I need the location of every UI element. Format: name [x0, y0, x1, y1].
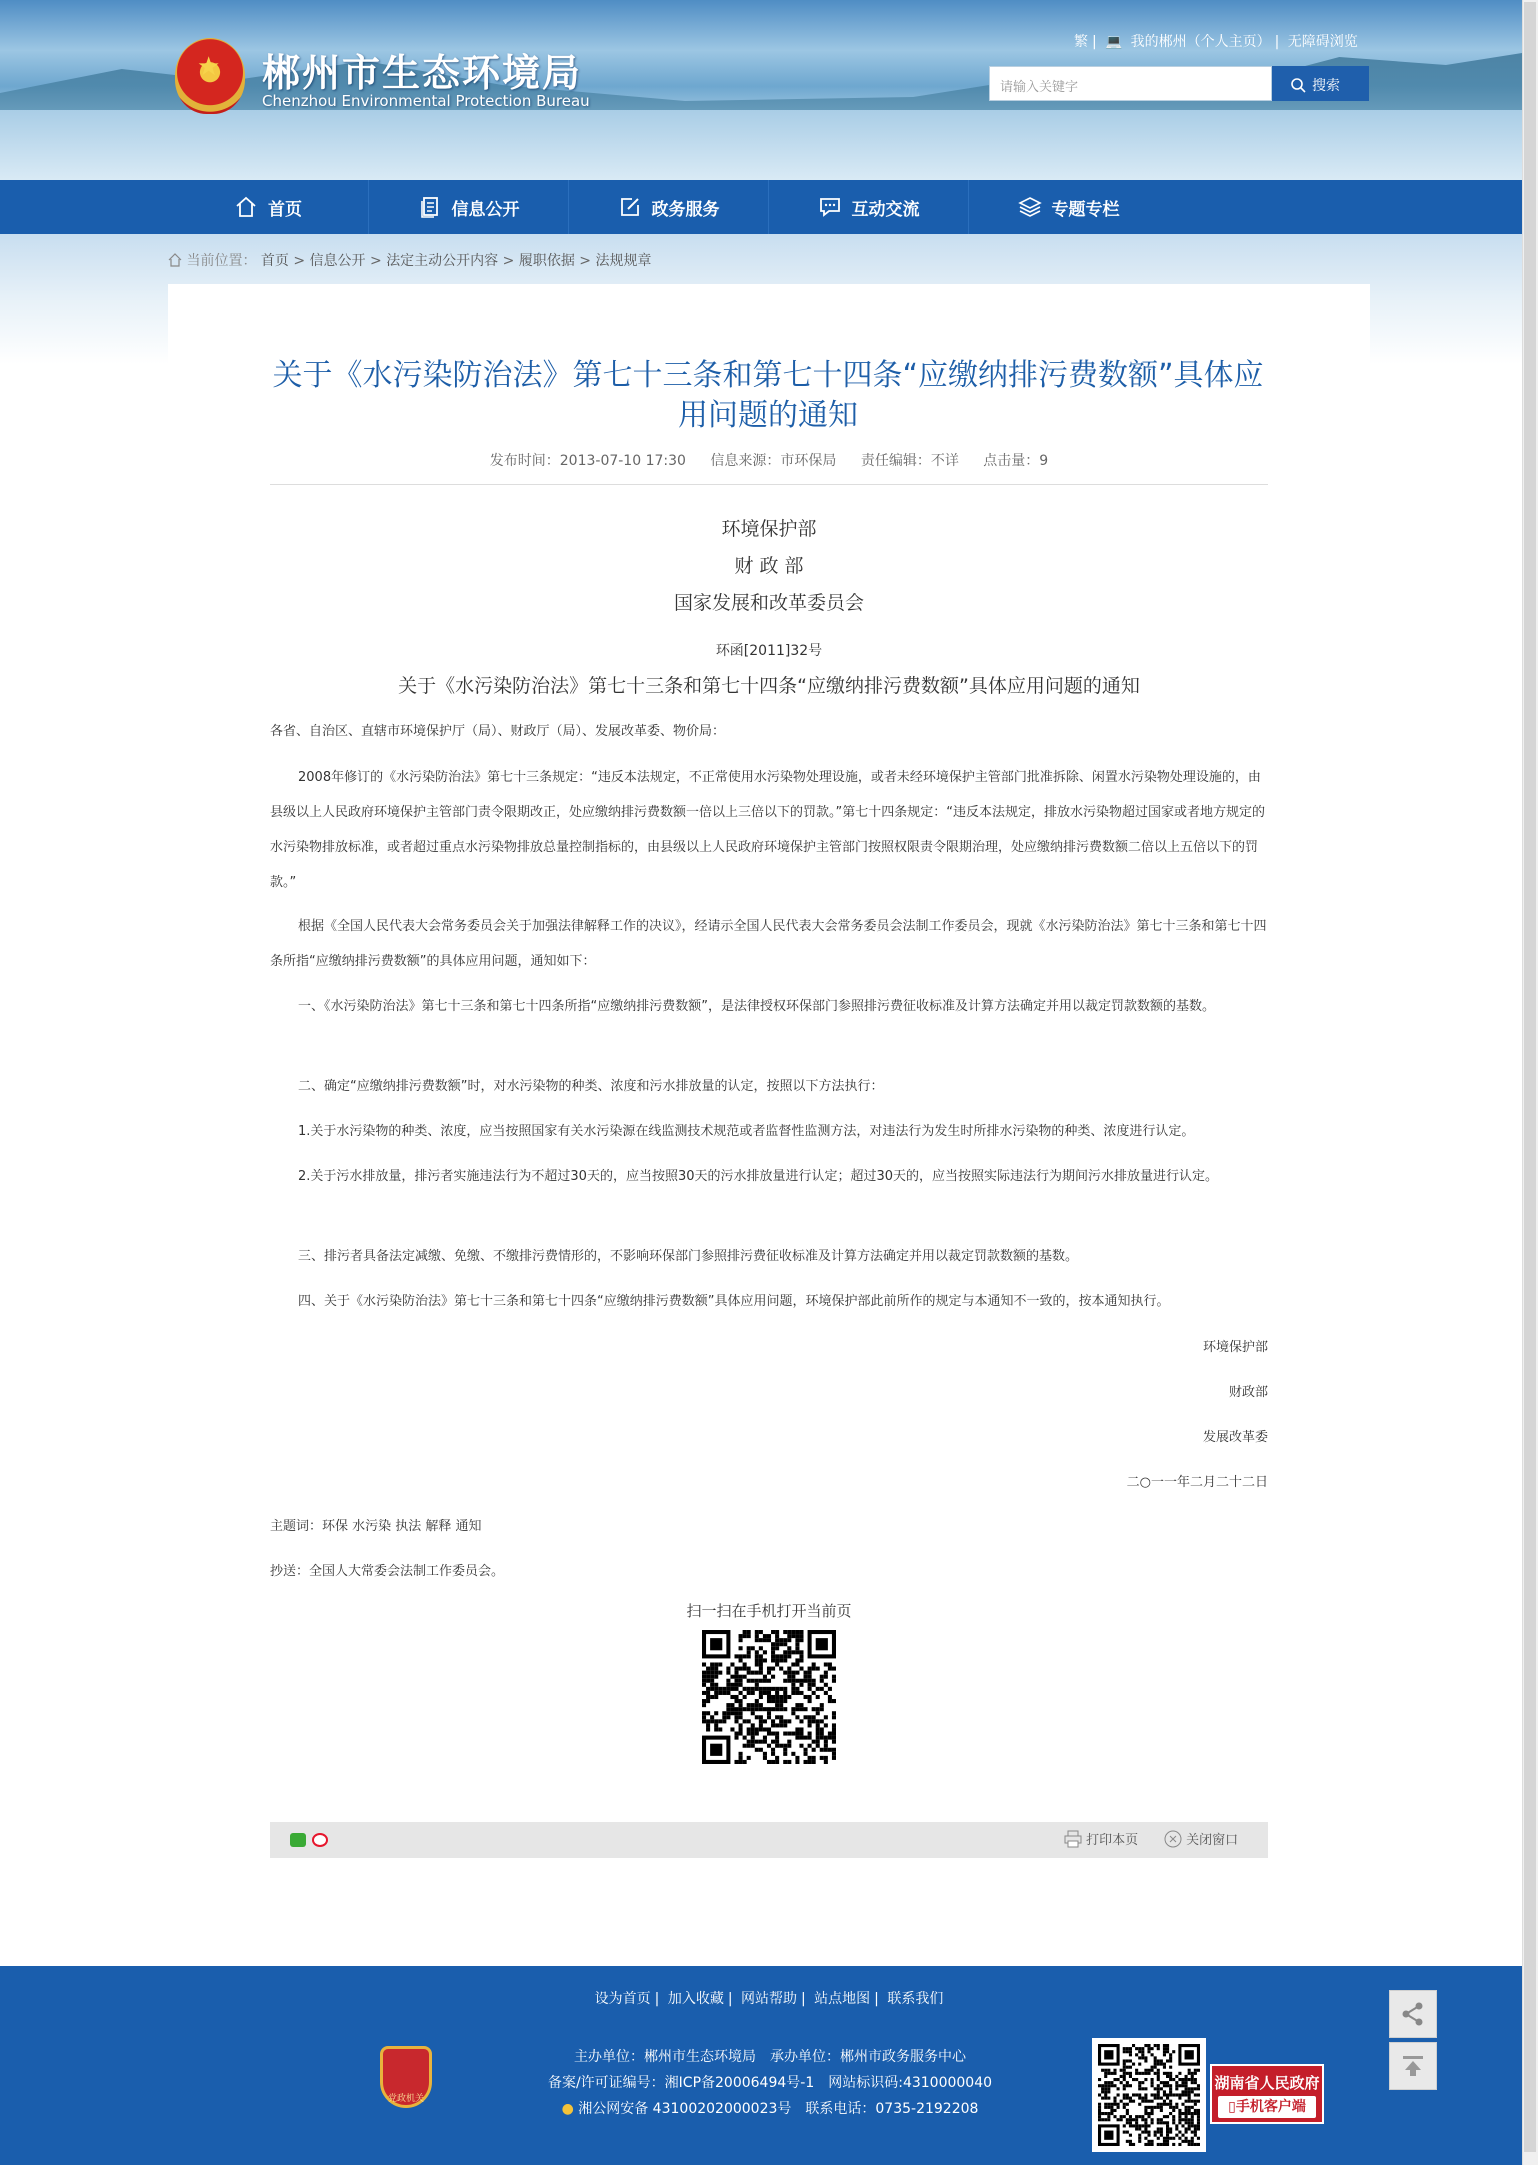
back-to-top-button[interactable] — [1389, 2042, 1437, 2090]
nav-home-label: 首页 — [268, 199, 302, 220]
site-subtitle: Chenzhou Environmental Protection Bureau — [262, 92, 590, 110]
footer-link-contact[interactable]: 联系我们 — [887, 1991, 944, 2007]
hunan-gov-app-badge[interactable] — [1210, 2064, 1324, 2124]
nav-special-topics[interactable] — [969, 180, 1168, 234]
home-icon — [234, 195, 258, 219]
nav-home[interactable] — [168, 180, 368, 234]
gov-app-line2: 手机客户端 — [1235, 2099, 1306, 2115]
info-source: 信息来源：市环保局 — [710, 453, 837, 469]
party-gov-badge[interactable] — [380, 2046, 432, 2108]
issuer-2: 财 政 部 — [734, 555, 804, 577]
issuer-1: 环境保护部 — [721, 518, 817, 540]
weibo-share-icon[interactable] — [312, 1833, 328, 1847]
search-button-label: 搜索 — [1312, 78, 1340, 94]
arrow-up-icon — [1399, 2052, 1427, 2080]
share-float-button[interactable] — [1389, 1990, 1437, 2038]
main-nav — [0, 180, 1522, 234]
divider — [270, 484, 1268, 485]
share-icon — [1399, 2000, 1427, 2028]
nav-interaction-label: 互动交流 — [851, 199, 920, 220]
signature: 发展改革委 — [1202, 1430, 1268, 1445]
icp-info: 备案/许可证编号：湘ICP备20006494号-1 网站标识码:4310000040 — [547, 2075, 993, 2091]
share-toolbar — [270, 1822, 1268, 1858]
top-links: 繁 | 💻 我的郴州（个人主页） | 无障碍浏览 — [1074, 34, 1358, 50]
click-count: 点击量：9 — [983, 453, 1049, 469]
footer-qr-code — [1092, 2038, 1206, 2152]
nav-services-label: 政务服务 — [651, 199, 720, 220]
chat-icon — [818, 195, 842, 219]
recipients: 各省、自治区、直辖市环境保护厅（局）、财政厅（局）、发展改革委、物价局： — [270, 724, 726, 739]
close-window-button[interactable] — [1164, 1829, 1238, 1848]
nav-info-label: 信息公开 — [451, 199, 520, 220]
cc-line: 抄送：全国人大常委会法制工作委员会。 — [270, 1564, 505, 1579]
my-chenzhou-link[interactable]: 我的郴州（个人主页） — [1130, 34, 1271, 50]
close-label: 关闭窗口 — [1186, 1833, 1239, 1848]
police-badge-icon: ● — [561, 2101, 574, 2117]
qr-code-image — [702, 1630, 836, 1764]
breadcrumb-prefix: 当前位置： — [186, 253, 257, 269]
scrollbar-thumb[interactable] — [1524, 2, 1536, 2152]
document-icon — [418, 195, 442, 219]
phone-icon: ▯ — [1228, 2099, 1236, 2115]
site-title[interactable]: 郴州市生态环境局 — [262, 50, 583, 95]
badge-label: 党政机关 — [387, 2094, 424, 2104]
footer-link-homepage[interactable]: 设为首页 — [594, 1991, 651, 2007]
breadcrumb-info[interactable]: 信息公开 — [309, 253, 366, 269]
breadcrumb-home[interactable]: 首页 — [260, 253, 289, 269]
banner-lake — [0, 110, 1522, 180]
footer-link-favorite[interactable]: 加入收藏 — [667, 1991, 724, 2007]
nav-interaction[interactable] — [769, 180, 968, 234]
breadcrumb-basis[interactable]: 履职依据 — [518, 253, 575, 269]
search-icon — [1290, 77, 1306, 93]
keywords: 主题词：环保 水污染 执法 解释 通知 — [270, 1519, 482, 1534]
paragraph: 四、关于《水污染防治法》第七十三条和第七十四条“应缴纳排污费数额”具体应用问题，环境保护部此前所作的规定与本通知不一致的，按本通知执行。 — [298, 1294, 1170, 1309]
signature: 环境保护部 — [1202, 1340, 1268, 1355]
gov-app-line1: 湖南省人民政府 — [1214, 2074, 1320, 2092]
paragraph: 根据《全国人民代表大会常务委员会关于加强法律解释工作的决议》，经请示全国人民代表大会常务委员会法制工作委员会，现就《水污染防治法》第七十三条和第七十四条所指“应缴纳排污费数额”的具体应用问题，通知如下： — [270, 919, 1267, 969]
paragraph: 三、排污者具备法定减缴、免缴、不缴排污费情形的，不影响环保部门参照排污费征收标准及计算方法确定并用以裁定罚款数额的基数。 — [298, 1249, 1079, 1264]
qr-code-image — [1098, 2044, 1200, 2146]
signature: 财政部 — [1228, 1385, 1268, 1400]
publish-time: 发布时间：2013-07-10 17:30 — [489, 453, 686, 469]
paragraph: 一、《水污染防治法》第七十三条和第七十四条所指“应缴纳排污费数额”，是法律授权环保部门参照排污费征收标准及计算方法确定并用以裁定罚款数额的基数。 — [298, 999, 1215, 1014]
breadcrumb: 当前位置： 首页 > 信息公开 > 法定主动公开内容 > 履职依据 > 法规规章 — [168, 250, 651, 270]
sponsor-info: 主办单位：郴州市生态环境局 承办单位：郴州市政务服务中心 — [574, 2049, 966, 2065]
footer-links: 设为首页 | 加入收藏 | 网站帮助 | 站点地图 | 联系我们 — [594, 1991, 944, 2007]
signature-date: 二○一一年二月二十二日 — [1126, 1475, 1268, 1490]
emblem-star-icon: ★ — [197, 52, 221, 82]
monitor-icon: 💻 — [1105, 34, 1123, 50]
paragraph: 二、确定“应缴纳排污费数额”时，对水污染物的种类、浓度和污水排放量的认定，按照以下方法执行： — [298, 1079, 884, 1094]
search-button[interactable] — [1272, 66, 1369, 101]
wechat-share-icon[interactable] — [290, 1833, 306, 1847]
nav-gov-services[interactable] — [569, 180, 768, 234]
print-button[interactable] — [1064, 1829, 1138, 1848]
police-info-text: 湘公网安备 43100202000023号 联系电话：0735-2192208 — [578, 2101, 979, 2117]
print-label: 打印本页 — [1086, 1833, 1139, 1848]
doc-title: 关于《水污染防治法》第七十三条和第七十四条“应缴纳排污费数额”具体应用问题的通知 — [398, 675, 1140, 697]
doc-number: 环函[2011]32号 — [715, 643, 823, 659]
nav-topics-label: 专题专栏 — [1051, 199, 1120, 220]
issuer-3: 国家发展和改革委员会 — [673, 592, 864, 614]
qr-caption: 扫一扫在手机打开当前页 — [686, 1602, 852, 1620]
paragraph: 2.关于污水排放量，排污者实施违法行为不超过30天的，应当按照30天的污水排放量进行认定；超过30天的，应当按照实际违法行为期间污水排放量进行认定。 — [298, 1169, 1219, 1184]
layers-icon — [1018, 195, 1042, 219]
edit-icon — [618, 195, 642, 219]
breadcrumb-statutory[interactable]: 法定主动公开内容 — [386, 253, 499, 269]
article-meta — [270, 450, 1268, 470]
page-qr-code — [702, 1630, 836, 1764]
article-title: 关于《水污染防治法》第七十三条和第七十四条“应缴纳排污费数额”具体应用问题的通知 — [272, 358, 1264, 433]
paragraph: 2008年修订的《水污染防治法》第七十三条规定：“违反本法规定，不正常使用水污染物处理设施，或者未经环境保护主管部门批准拆除、闲置水污染物处理设施的，由县级以上人民政府环境保护主管部门责令限期改正，处应缴纳排污费数额一倍以上三倍以下的罚款。”第七十四条规定：“违反本法规定，排放水污染物超过国家或者地方规定的水污染物排放标准，或者超过重点水污染物排放总量控制指标的，由县级以上人民政府环境保护主管部门按照权限责令限期治理，处应缴纳排污费数额二倍以上五倍以下的罚款。” — [270, 770, 1265, 890]
search-input[interactable]: 请输入关键字 — [989, 66, 1272, 101]
breadcrumb-regulations[interactable]: 法规规章 — [595, 253, 652, 269]
editor: 责任编辑：不详 — [860, 453, 959, 469]
paragraph: 1.关于水污染物的种类、浓度，应当按照国家有关水污染源在线监测技术规范或者监督性监测方法，对违法行为发生时所排水污染物的种类、浓度进行认定。 — [298, 1124, 1195, 1139]
home-icon — [168, 253, 182, 267]
nav-info-disclosure[interactable] — [369, 180, 568, 234]
accessibility-link[interactable]: 无障碍浏览 — [1287, 34, 1358, 50]
printer-icon — [1064, 1830, 1082, 1848]
police-info — [520, 2098, 1020, 2118]
footer-link-sitemap[interactable]: 站点地图 — [814, 1991, 871, 2007]
close-icon — [1164, 1830, 1182, 1848]
gov-app-client — [1218, 2096, 1316, 2118]
footer-link-help[interactable]: 网站帮助 — [741, 1991, 797, 2007]
traditional-chinese-link[interactable]: 繁 — [1074, 34, 1088, 50]
